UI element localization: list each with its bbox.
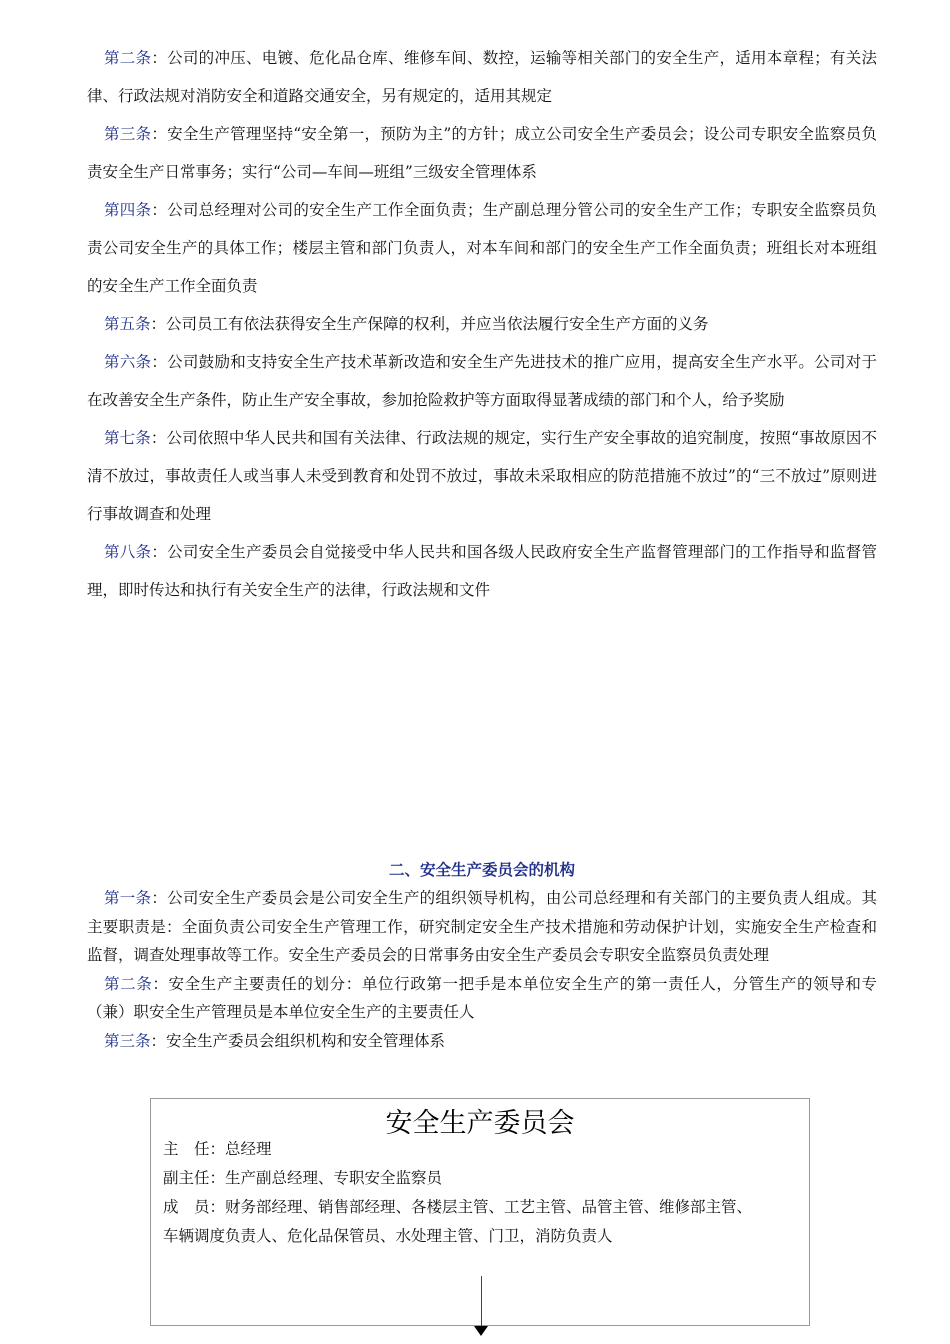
article-label: 第八条	[104, 543, 152, 561]
article-text: ：安全生产主要责任的划分：单位行政第一把手是本单位安全生产的第一责任人，分管生产的领导和专（兼）职安全生产管理员是本单位安全生产的主要责任人	[87, 974, 877, 1021]
article-text: ：公司安全生产委员会自觉接受中华人民共和国各级人民政府安全生产监督管理部门的工作指导和监督管理，即时传达和执行有关安全生产的法律，行政法规和文件	[87, 543, 877, 599]
committee-article-3	[87, 1027, 877, 1056]
article-text: ：公司员工有依法获得安全生产保障的权利，并应当依法履行安全生产方面的义务	[150, 315, 709, 333]
article-text: ：公司安全生产委员会是公司安全生产的组织领导机构，由公司总经理和有关部门的主要负责人组成。其主要职责是：全面负责公司安全生产管理工作，研究制定安全生产技术措施和劳动保护计划，实施安全生产检查和监督，调查处理事故等工作。安全生产委员会的日常事务由安全生产委员会专职安全监察员负责处理	[87, 889, 877, 964]
org-chart-committee-box	[150, 1098, 810, 1326]
article-6	[87, 343, 877, 419]
article-label: 第五条	[104, 315, 151, 333]
org-chart-title: 安全生产委员会	[385, 1108, 575, 1139]
org-connector-line	[481, 1276, 482, 1328]
article-label: 第六条	[104, 353, 152, 371]
article-text: ：公司总经理对公司的安全生产工作全面负责；生产副总理分管公司的安全生产工作；专职安全监察员负责公司安全生产的具体工作；楼层主管和部门负责人，对本车间和部门的安全生产工作全面负责；班组长对本班组的安全生产工作全面负责	[87, 201, 877, 295]
article-text: ：公司的冲压、电镀、危化品仓库、维修车间、数控，运输等相关部门的安全生产，适用本章程；有关法律、行政法规对消防安全和道路交通安全，另有规定的，适用其规定	[87, 49, 877, 105]
org-members-line-1: 成 员：财务部经理、销售部经理、各楼层主管、工艺主管、品管主管、维修部主管、	[163, 1198, 753, 1216]
article-label: 第二条	[104, 49, 152, 67]
org-members-line-2: 车辆调度负责人、危化品保管员、水处理主管、门卫，消防负责人	[163, 1227, 613, 1245]
article-label: 第七条	[104, 429, 151, 447]
article-5	[87, 305, 877, 343]
article-7	[87, 419, 877, 533]
article-4	[87, 191, 877, 305]
article-8	[87, 533, 877, 609]
org-director: 主 任：总经理	[163, 1140, 272, 1158]
article-text: ：安全生产管理坚持“安全第一，预防为主”的方针；成立公司安全生产委员会；设公司专职安全监察员负责安全生产日常事务；实行“公司—车间—班组”三级安全管理体系	[87, 125, 877, 181]
article-label: 第三条	[104, 1031, 151, 1050]
article-text: ：公司鼓励和支持安全生产技术革新改造和安全生产先进技术的推广应用，提高安全生产水平。公司对于在改善安全生产条件，防止生产安全事故，参加抢险救护等方面取得显著成绩的部门和个人，给予奖励	[87, 353, 877, 409]
org-chart-members	[163, 1135, 803, 1251]
article-label: 第二条	[104, 974, 153, 993]
article-label: 第三条	[104, 125, 152, 143]
article-2	[87, 39, 877, 115]
committee-article-2	[87, 970, 877, 1027]
section-committee-organization	[87, 856, 877, 1055]
article-text: ：安全生产委员会组织机构和安全管理体系	[150, 1031, 446, 1050]
article-text: ：公司依照中华人民共和国有关法律、行政法规的规定，实行生产安全事故的追究制度，按照“事故原因不清不放过，事故责任人或当事人未受到教育和处罚不放过，事故未采取相应的防范措施不放过”的“三不放过”原则进行事故调查和处理	[87, 429, 877, 523]
section-general-provisions	[87, 39, 877, 609]
article-3	[87, 115, 877, 191]
org-deputy: 副主任：生产副总经理、专职安全监察员	[163, 1169, 443, 1187]
article-label: 第一条	[104, 889, 152, 907]
arrow-down-icon	[474, 1326, 488, 1336]
article-label: 第四条	[104, 201, 152, 219]
committee-article-1	[87, 884, 877, 970]
section-title: 二、安全生产委员会的机构	[388, 860, 575, 879]
